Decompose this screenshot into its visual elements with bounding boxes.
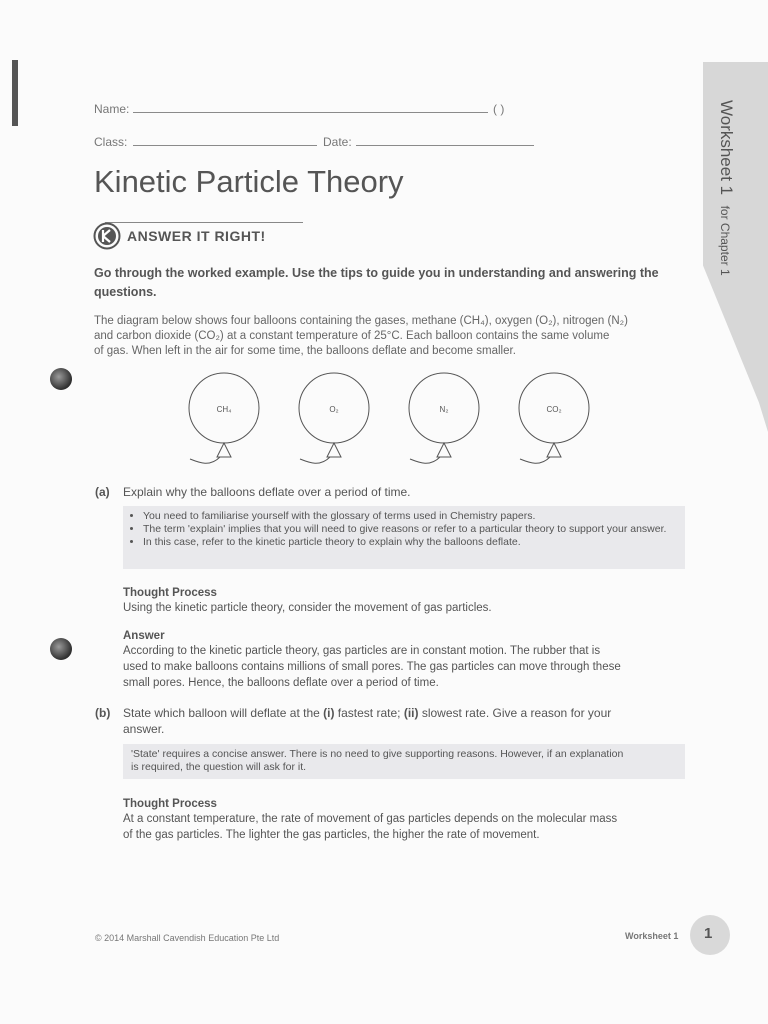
part-b-question-mid2: slowest rate. Give a reason for your bbox=[418, 706, 612, 720]
part-a-answer-line-3: small pores. Hence, the balloons deflate over a period of time. bbox=[123, 677, 439, 689]
part-a-answer-line-2: used to make balloons contains millions of small pores. The gas particles can move through these bbox=[123, 661, 621, 673]
part-b-tip-line-2: is required, the question will ask for it. bbox=[131, 761, 307, 773]
register-number-brackets: ( ) bbox=[493, 102, 505, 116]
part-b-tip-line-1: 'State' requires a concise answer. There is no need to give supporting reasons. However, if an explanation bbox=[131, 748, 624, 760]
instructions: Go through the worked example. Use the tips to guide you in understanding and answering the questions. bbox=[94, 266, 659, 299]
balloon-label-o2: O₂ bbox=[329, 405, 339, 414]
page-number: 1 bbox=[704, 925, 713, 942]
part-a-answer-heading: Answer bbox=[123, 630, 165, 642]
side-tab-chapter: for Chapter 1 bbox=[718, 205, 732, 276]
punch-hole-2 bbox=[50, 638, 72, 660]
part-a-question: Explain why the balloons deflate over a period of time. bbox=[123, 485, 411, 499]
name-line bbox=[133, 112, 488, 113]
part-a-tips-box bbox=[123, 506, 685, 569]
balloons-diagram bbox=[170, 370, 610, 470]
balloon-ch4 bbox=[189, 373, 259, 463]
balloon-n2 bbox=[409, 373, 479, 463]
part-a-thought-heading: Thought Process bbox=[123, 587, 217, 599]
punch-hole-1 bbox=[50, 368, 72, 390]
part-b-thought-line-1: At a constant temperature, the rate of movement of gas particles depends on the molecular mass bbox=[123, 813, 618, 825]
part-b-thought-heading: Thought Process bbox=[123, 798, 217, 810]
answer-it-right-badge bbox=[93, 220, 303, 252]
balloon-label-ch4: CH₄ bbox=[216, 405, 232, 414]
part-a-tips-list bbox=[129, 510, 679, 549]
footer-worksheet-label: Worksheet 1 bbox=[625, 931, 679, 941]
side-tab-label bbox=[716, 100, 736, 276]
part-b-question bbox=[123, 705, 688, 721]
side-tab-worksheet: Worksheet 1 bbox=[717, 100, 736, 196]
part-a-thought-text: Using the kinetic particle theory, consider the movement of gas particles. bbox=[123, 602, 492, 614]
badge-rule bbox=[105, 222, 303, 223]
intro-line-3: of gas. When left in the air for some time, the balloons deflate and become smaller. bbox=[94, 345, 516, 357]
part-b-ii-marker: (ii) bbox=[403, 706, 419, 720]
part-b-i-marker: (i) bbox=[323, 706, 335, 720]
tip-item: • The term 'explain' implies that you will need to give reasons or refer to a particular theory to support your answer. bbox=[143, 523, 679, 536]
tip-item: • You need to familiarise yourself with the glossary of terms used in Chemistry papers. bbox=[143, 510, 679, 523]
part-a-label: (a) bbox=[95, 485, 110, 499]
part-b-thought-line-2: of the gas particles. The lighter the gas particles, the higher the rate of movement. bbox=[123, 829, 540, 841]
part-b-tip-box bbox=[123, 744, 685, 779]
date-line bbox=[356, 145, 534, 146]
class-line bbox=[133, 145, 317, 146]
balloon-label-co2: CO₂ bbox=[546, 405, 562, 414]
balloon-o2 bbox=[299, 373, 369, 463]
part-b-label: (b) bbox=[95, 706, 111, 720]
intro-line-2: and carbon dioxide (CO₂) at a constant temperature of 25°C. Each balloon contains the same volume bbox=[94, 330, 610, 342]
badge-label: ANSWER IT RIGHT! bbox=[127, 228, 266, 244]
page-title: Kinetic Particle Theory bbox=[94, 164, 404, 199]
tip-item: • In this case, refer to the kinetic particle theory to explain why the balloons deflate. bbox=[143, 536, 679, 549]
badge-logo-icon bbox=[93, 222, 121, 250]
balloon-label-n2: N₂ bbox=[439, 405, 449, 414]
scan-edge-mark bbox=[12, 60, 18, 126]
part-b-question-start: State which balloon will deflate at the bbox=[123, 706, 324, 720]
part-a-answer-line-1: According to the kinetic particle theory, gas particles are in constant motion. The rubber that is bbox=[123, 645, 601, 657]
part-b-question-mid1: fastest rate; bbox=[334, 706, 404, 720]
copyright-footer: © 2014 Marshall Cavendish Education Pte Ltd bbox=[95, 933, 280, 943]
part-b-question-line-2: answer. bbox=[123, 722, 165, 736]
intro-line-1: The diagram below shows four balloons containing the gases, methane (CH₄), oxygen (O₂), nitrogen (N₂) bbox=[94, 315, 628, 327]
date-label: Date: bbox=[323, 135, 352, 149]
class-label: Class: bbox=[94, 135, 128, 149]
balloon-co2 bbox=[519, 373, 589, 463]
name-label: Name: bbox=[94, 102, 130, 116]
